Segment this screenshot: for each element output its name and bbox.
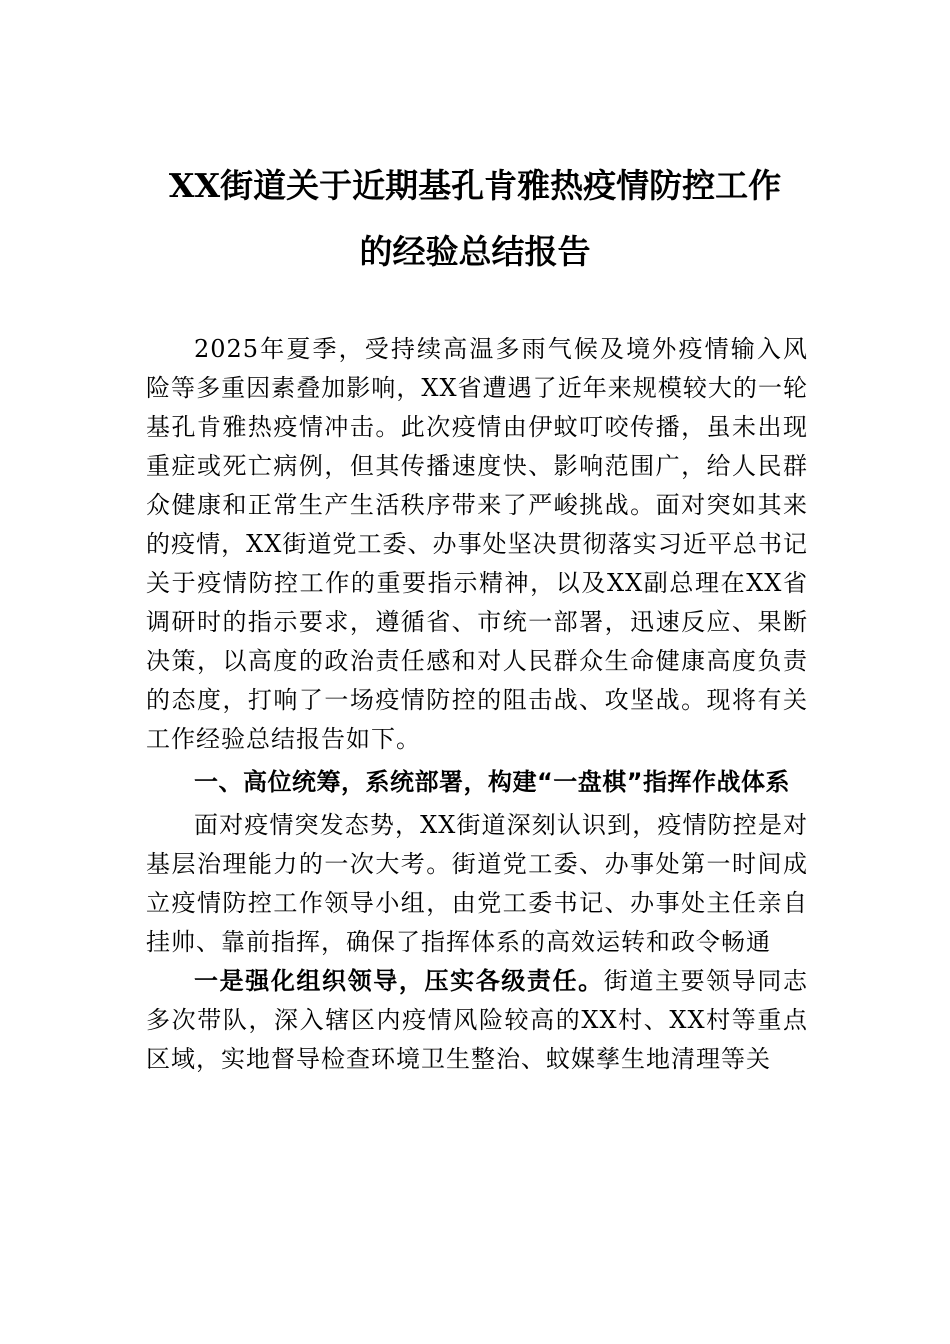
- document-title-line-2: 的经验总结报告: [359, 232, 591, 271]
- document-body: [146, 330, 808, 1079]
- section-1-paragraph: 面对疫情突发态势，XX街道深刻认识到，疫情防控是对基层治理能力的一次大考。街道党工委、办事处第一时间成立疫情防控工作领导小组，由党工委书记、办事处主任亲自挂帅、靠前指挥，确保了指挥体系的高效运转和政令畅通: [146, 811, 808, 956]
- point-1-paragraph: [146, 962, 808, 1079]
- document-title-line-1: XX街道关于近期基孔肯雅热疫情防控工作: [168, 166, 782, 205]
- point-1-lead: 一是强化组织领导，压实各级责任。: [194, 967, 604, 995]
- point-1-body: 街道主要领导同志多次带队，深入辖区内疫情风险较高的XX村、XX村等重点区域，实地督导检查环境卫生整治、蚊媒孳生地清理等关: [146, 967, 809, 1073]
- intro-paragraph: 2025年夏季，受持续高温多雨气候及境外疫情输入风险等多重因素叠加影响，XX省遭遇了近年来规模较大的一轮基孔肯雅热疫情冲击。此次疫情由伊蚊叮咬传播，虽未出现重症或死亡病例，但其传播速度快、影响范围广，给人民群众健康和正常生产生活秩序带来了严峻挑战。面对突如其来的疫情，XX街道党工委、办事处坚决贯彻落实习近平总书记关于疫情防控工作的重要指示精神，以及XX副总理在XX省调研时的指示要求，遵循省、市统一部署，迅速反应、果断决策，以高度的政治责任感和对人民群众生命健康高度负责的态度，打响了一场疫情防控的阻击战、攻坚战。现将有关工作经验总结报告如下。: [146, 335, 808, 753]
- section-1-heading: 一、高位统筹，系统部署，构建“一盘棋”指挥作战体系: [194, 768, 791, 796]
